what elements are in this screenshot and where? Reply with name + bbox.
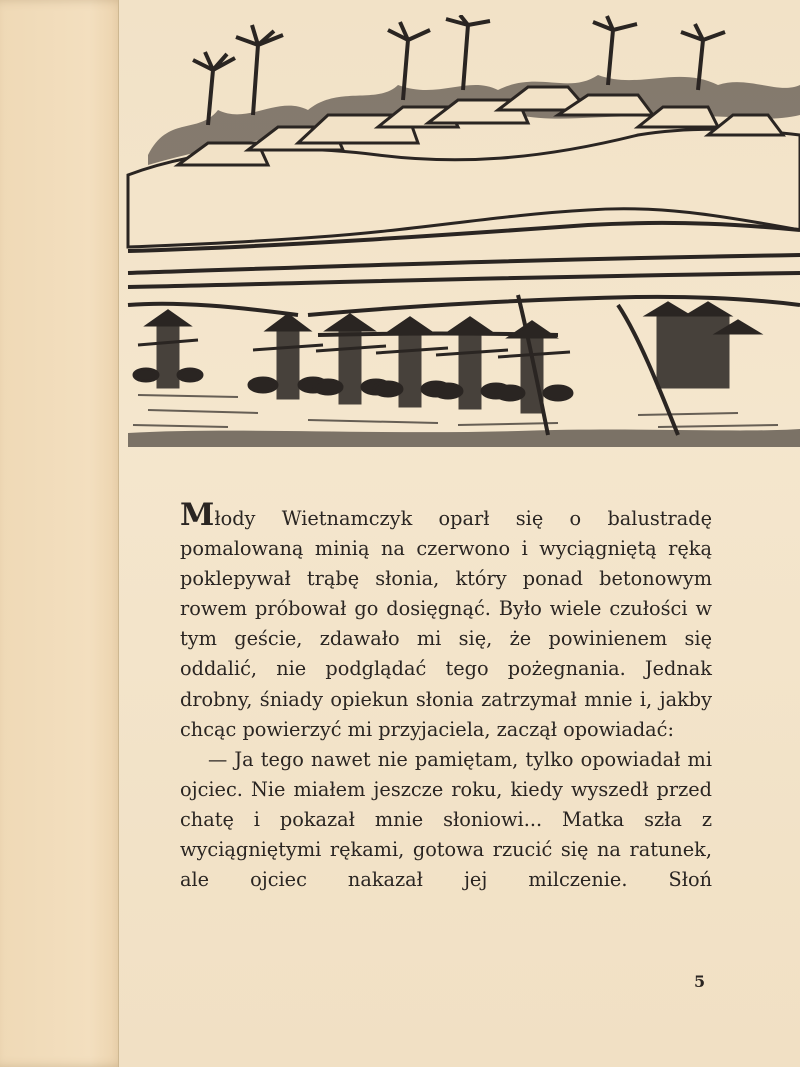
workers-group [134,303,758,412]
opening-paragraph-text: łody Wietnamczyk oparł się o balustradę pomalowaną minią na czerwono i wyciągniętą ręką poklepywał trąbę słonia, który ponad betonowym rowem próbował go dosięgnąć. Było wiele czułości w tym geście, zdawało mi się, że powinienem się oddalić, nie podglądać tego pożegnania. Jednak drobny, śniady opiekun słonia zatrzymał mnie i, jakby chcąc powierzyć mi przyjaciela, zaczął opowiadać: [180,507,712,741]
woodcut-illustration [118,15,800,447]
dialogue-paragraph: — Ja tego nawet nie pamiętam, tylko opowiadał mi ojciec. Nie miałem jeszcze roku, kiedy wyszedł przed chatę i pokazał mnie słoniowi... Matka szła z wyciągniętymi rękami, gotowa rzucić się na ratunek, ale ojciec nakazał jej milczenie. Słoń [180,747,712,892]
foreground-ground [128,429,800,447]
water-reflections [133,395,778,427]
drop-cap: M [180,497,215,533]
opening-paragraph [180,497,712,745]
left-page-edge [0,0,128,1067]
page-number: 5 [694,972,706,991]
body-text [180,497,712,895]
